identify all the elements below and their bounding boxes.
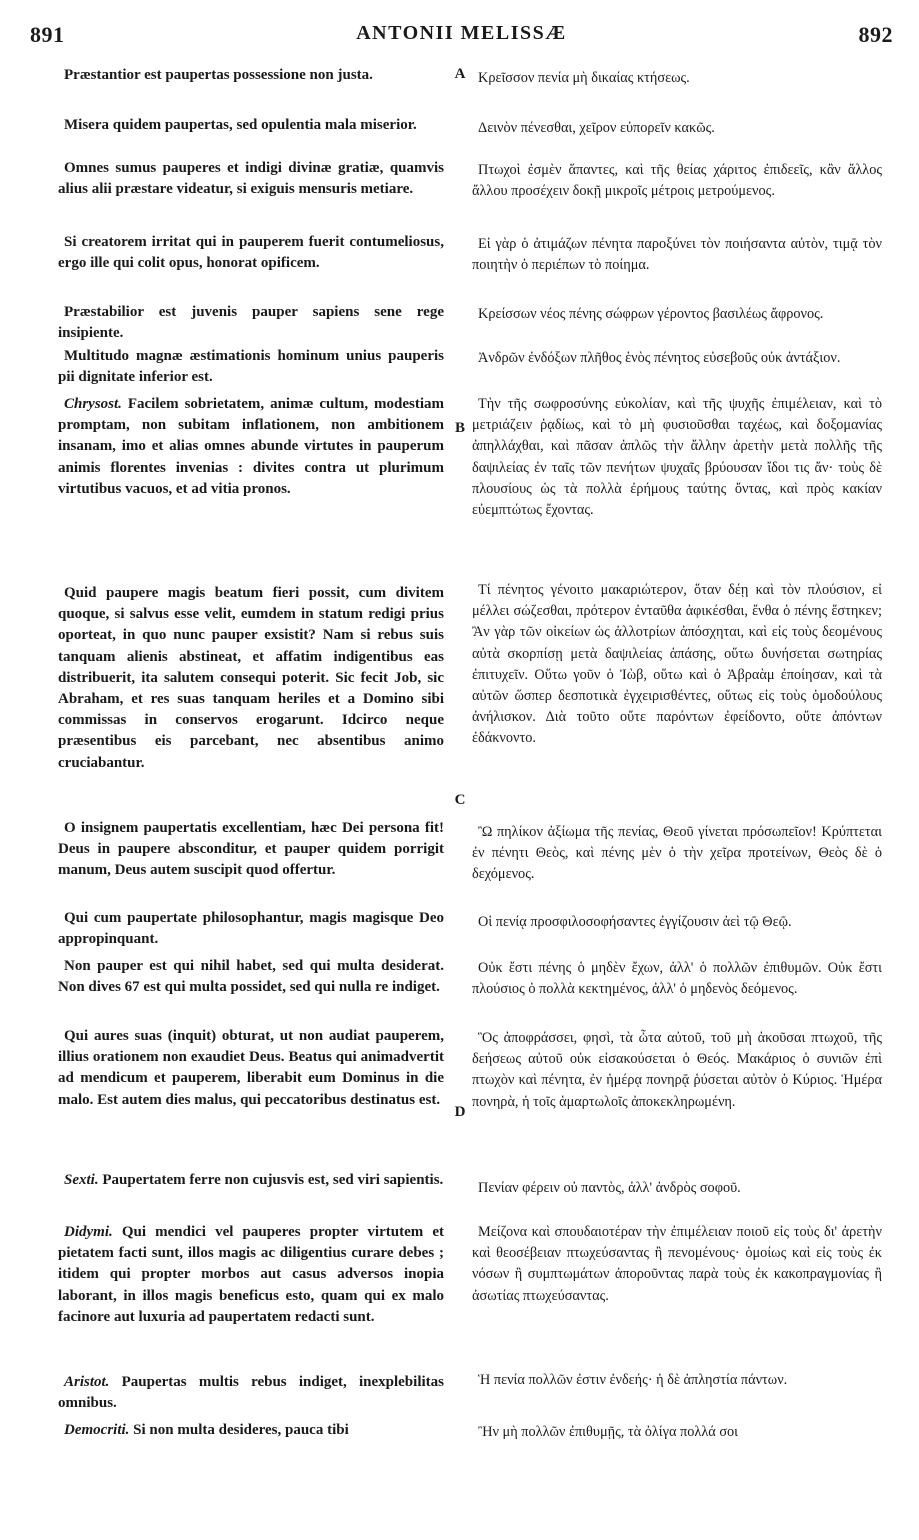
greek-paragraph: Ἢν μὴ πολλῶν ἐπιθυμῇς, τὰ ὀλίγα πολλά σοι [478,1424,739,1440]
author-name: Democriti. [64,1422,130,1438]
latin-paragraph [58,1222,444,1328]
greek-paragraph: Οὐκ ἔστι πένης ὁ μηδὲν ἔχων, ἀλλ' ὁ πολλῶν ἐπιθυμῶν. Οὐκ ἔστι πλούσιος ὁ πολλὰ κεκτημένος, ἀλλ' ὁ μηδενὸς δεόμενος. [472,960,882,998]
latin-paragraph: Multitudo magnæ æstimationis hominum unius pauperis pii dignitate inferior est. [58,348,444,386]
greek-paragraph: Ὢ πηλίκον ἀξίωμα τῆς πενίας, Θεοῦ γίνεται πρόσωπεῖον! Κρύπτεται ἐν πένητι Θεὸς, καὶ πένης μὲν ὁ τὴν χεῖρα προτείνων, Θεὸς δὲ ὁ δεχόμενος. [472,824,882,883]
latin-paragraph: Qui aures suas (inquit) obturat, ut non audiat pauperem, illius orationem non exaudiet Deus. Beatus qui animadvertit ad mendicum et pauperem, liberabit eum Dominus in die malo. Est autem dies malus, qui peccatoribus destinatus est. [58,1028,444,1108]
latin-paragraph [58,1170,444,1191]
latin-paragraph: O insignem paupertatis excellentiam, hæc Dei persona fit! Deus in paupere absconditur, et pauper quidem porrigit manum, Deus autem suscipit quod offertur. [58,820,444,879]
latin-paragraph: Præstabilior est juvenis pauper sapiens sene rege insipiente. [58,304,444,342]
margin-letter: D [454,1104,466,1120]
latin-paragraph: Non pauper est qui nihil habet, sed qui multa desiderat. Non dives 67 est qui multa possidet, sed qui nulla re indiget. [58,958,444,996]
latin-paragraph: Quid paupere magis beatum fieri possit, cum divitem quoque, si salvus esse velit, eumdem in statum redigi prius oporteat, in quo nunc pauper exsistit? Nam si rebus suis tanquam alienis abstineat, et affatim indigentibus eas distribuerit, ita salutem consequi poterit. Sic fecit Job, sic Abraham, et res suas tanquam heriles et a Domino sibi commissas in conservos erogarunt. Idcirco neque præsentibus eis parcebant, nec absentibus animo cruciabantur. [58,585,444,771]
page-number-right: 892 [858,22,893,47]
latin-paragraph: Qui cum paupertate philosophantur, magis magisque Deo appropinquant. [58,910,444,948]
greek-paragraph: Ἀνδρῶν ἐνδόξων πλῆθος ἑνὸς πένητος εὐσεβοῦς οὐκ ἀντάξιον. [478,350,841,366]
author-name: Chrysost. [64,396,122,412]
greek-paragraph: Τί πένητος γένοιτο μακαριώτερον, ὅταν δέῃ καὶ τὸν πλούσιον, εἰ μέλλει σώζεσθαι, πρότερον ἐνταῦθα ἀφικέσθαι, ἔνθα ὁ πένης ἕστηκεν; Ἂν γὰρ τῶν οἰκείων ὡς ἀλλοτρίων ἀπόσχηται, καὶ εἰς τοὺς δεομένους αὐτὰ σκορπίσῃ μετὰ δαψιλείας ἁπάσης, οὕτω δυνήσεται σωτηρίας ἐπιτυχεῖν. Οὕτω γοῦν ὁ Ἰὼβ, οὕτω καὶ ὁ Ἀβραὰμ ἐποίησαν, καὶ τὰ αὐτῶν ὥσπερ δεσποτικὰ ἐγχειρισθέντες, οὕτως εἰς τοὺς ὁμοδούλους ἀνήλισκον. Διὰ τοῦτο οὔτε παρόντων ἐφείδοντο, οὔτε ἀπόντων ἐδάκνοντο. [472,582,882,747]
latin-paragraph [58,1372,444,1414]
author-name: Aristot. [64,1374,110,1390]
greek-paragraph: Κρείσσων νέος πένης σώφρων γέροντος βασιλέως ἄφρονος. [478,306,824,322]
greek-paragraph: Πενίαν φέρειν οὐ παντὸς, ἀλλ' ἀνδρὸς σοφοῦ. [478,1180,741,1196]
greek-paragraph: Μείζονα καὶ σπουδαιοτέραν τὴν ἐπιμέλειαν ποιοῦ εἰς τοὺς δι' ἀρετὴν καὶ θεοσέβειαν πτωχεύσαντας ἢ πενομένους· ὁμοίως καὶ εἰς τοὺς ἐκ νόσων ἢ συμπτωμάτων ἀποροῦντας παρὰ τοὺς ἐκ κακοπραγμονίας ἢ ἀσωτίας πτωχεύσαντας. [472,1224,882,1304]
latin-paragraph [58,394,444,500]
greek-paragraph: Οἱ πενίᾳ προσφιλοσοφήσαντες ἐγγίζουσιν ἀεὶ τῷ Θεῷ. [478,914,792,930]
greek-paragraph: Δεινὸν πένεσθαι, χεῖρον εὐπορεῖν κακῶς. [478,120,715,136]
quotation-text: Facilem sobrietatem, animæ cultum, modestiam promptam, non subitam inflationem, non ambitionem insanam, imo et alias omnes abunde virtutes in pauperum animis florentes invenias : divites contra ut plurimum virtutibus vacuos, et ad vitia pronos. [58,396,444,497]
quotation-text: Si non multa desideres, pauca tibi [129,1422,349,1438]
quotation-text: Paupertatem ferre non cujusvis est, sed viri sapientis. [98,1172,444,1188]
greek-paragraph: Ὃς ἀποφράσσει, φησὶ, τὰ ὦτα αὐτοῦ, τοῦ μὴ ἀκοῦσαι πτωχοῦ, τῆς δεήσεως αὐτοῦ οὐκ εἰσακούσεται ὁ Θεός. Μακάριος ὁ συνιῶν ἐπὶ πτωχὸν καὶ πένητα, ἐν ἡμέρᾳ πονηρᾷ ῥύσεται αὐτὸν ὁ Κύριος. Ἡμέρα πονηρὰ, ἡ τοῖς ἁμαρτωλοῖς ἀποκεκληρωμένη. [472,1030,882,1110]
latin-paragraph: Si creatorem irritat qui in pauperem fuerit contumeliosus, ergo ille qui colit opus, honorat opificem. [58,234,444,272]
quotation-text: Qui mendici vel pauperes propter virtutem et pietatem facti sunt, illos magis ac diligentius curare debes ; itidem qui propter morbos aut casus adversos inopia laborant, in illos magis beneficus esto, quam qui ex malo facinore aut luxuria ad paupertatem redacti sunt. [58,1224,444,1325]
latin-paragraph: Misera quidem paupertas, sed opulentia mala miserior. [64,117,417,133]
latin-paragraph: Omnes sumus pauperes et indigi divinæ gratiæ, quamvis alius alii præstare videatur, si exiguis mensuris metiare. [58,160,444,198]
margin-letter: B [454,420,465,436]
latin-paragraph: Præstantior est paupertas possessione non justa. [64,67,373,83]
greek-paragraph: Πτωχοὶ ἐσμὲν ἅπαντες, καὶ τῆς θείας χάριτος ἐπιδεεῖς, κἂν ἄλλος ἄλλου προσέχειν δοκῇ μικροῖς μέτροις μετρούμενος. [472,162,882,200]
greek-paragraph: Κρεῖσσον πενία μὴ δικαίας κτήσεως. [478,70,690,86]
greek-paragraph: Τὴν τῆς σωφροσύνης εὐκολίαν, καὶ τῆς ψυχῆς ἐπιμέλειαν, καὶ τὸ μετριάζειν ῥᾳδίως, καὶ τὸ μὴ φυσιοῦσθαι ταχέως, καὶ δοξομανίας ἀπηλλάχθαι, καὶ πᾶσαν ἁπλῶς τὴν ἄλλην ἀρετὴν μετὰ πολλῆς τῆς δαψιλείας ἐν ταῖς τῶν πενήτων ψυχαῖς βρύουσαν ἴδοι τις ἄν· τοὺς δὲ πλουσίους ὡς τὰ πολλὰ ἐρήμους ταύτης ὄντας, καὶ πρὸς κακίαν εὐεμπτώτως ἔχοντας. [472,396,882,519]
latin-paragraph [58,1420,444,1441]
margin-letter: A [454,66,466,82]
author-name: Didymi. [64,1224,113,1240]
running-title: ANTONII MELISSÆ [356,22,567,44]
running-header [30,8,893,52]
greek-paragraph: Ἡ πενία πολλῶν ἐστιν ἐνδεής· ἡ δὲ ἀπληστία πάντων. [478,1372,788,1388]
greek-paragraph: Εἰ γὰρ ὁ ἀτιμάζων πένητα παροξύνει τὸν ποιήσαντα αὐτὸν, τιμᾷ τὸν ποιητὴν ὁ περιέπων τὸ ποίημα. [472,236,882,274]
page-number-left: 891 [30,22,65,47]
author-name: Sexti. [64,1172,99,1188]
quotation-text: Paupertas multis rebus indiget, inexplebilitas omnibus. [58,1374,444,1412]
margin-letter: C [454,792,466,808]
